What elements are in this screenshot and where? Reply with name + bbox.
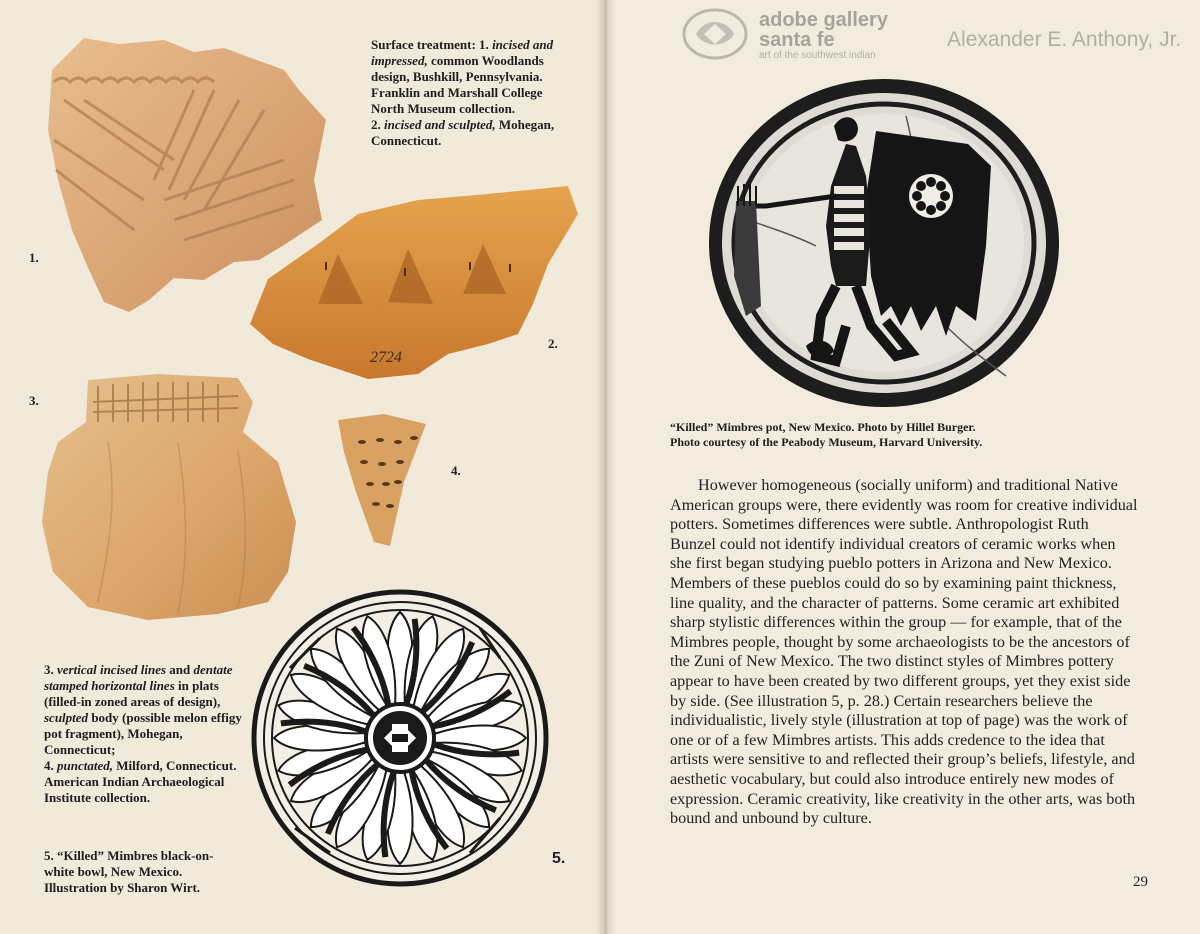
caption-sherds-3-4: 3. vertical incised lines and dentate stamped horizontal lines in plats (filled-in zoned areas of design), sculpted body (possible melon effigy pot fragment), Mohegan, Connecticut; 4. punctated, Milford, Connecticut. American Indian Archaeological Institute collection. bbox=[44, 662, 242, 805]
photo-caption: “Killed” Mimbres pot, New Mexico. Photo by Hillel Burger. Photo courtesy of the Peabody Museum, Harvard University. bbox=[670, 420, 983, 449]
mimbres-pot-photo bbox=[706, 76, 1062, 410]
caption-surface-treatment: Surface treatment: 1. incised and impressed, common Woodlands design, Bushkill, Pennsylvania. Franklin and Marshall College North Museum collection. 2. incised and sculpted, Mohegan, Connecticut. bbox=[371, 37, 555, 148]
book-gutter bbox=[596, 0, 616, 934]
label-2: 2. bbox=[548, 336, 558, 351]
sherd-2-image bbox=[248, 184, 580, 386]
body-paragraph: However homogeneous (socially uniform) and traditional Native American groups were, there evidently was room for creative individual potters. Sometimes differences were subtle. Anthropologist Ruth Bunzel could not identify individual creators of ceramic works when she first began studying pueblo potters in Arizona and New Mexico. Members of these pueblos could do so by examining paint thickness, line quality, and the character of patterns. Some ceramic art exhibited sharp stylistic differences within the group — for example, that of the Mimbres people, thought by some archaeologists to be the ancestors of the Zuni of New Mexico. The two distinct styles of Mimbres pottery appear to have been created by two different groups, yet they exist side by side. (See illustration 5, p. 28.) Certain researchers believe the individualistic, lively style (illustration at top of page) was the work of one or of a few Mimbres artists. This adds credence to the idea that artists were sensitive to and reflected their group’s beliefs, lifestyle, and aesthetic vocabulary, but could also introduce entirely new modes of expression. Ceramic creativity, like creativity in the other arts, was both bound and unbound by culture. bbox=[670, 476, 1138, 828]
sherd-2-catalog-number: 2724 bbox=[370, 349, 402, 366]
sherd-3-image bbox=[38, 372, 300, 622]
label-4: 4. bbox=[451, 463, 461, 478]
watermark-name: Alexander E. Anthony, Jr. bbox=[947, 28, 1182, 51]
mimbres-bowl-illustration bbox=[250, 588, 550, 888]
watermark-subtitle: art of the southwest indian bbox=[759, 50, 876, 61]
label-1: 1. bbox=[29, 250, 39, 265]
page-number: 29 bbox=[1133, 874, 1148, 890]
watermark-title: adobe gallery santa fe bbox=[759, 9, 888, 51]
sherd-4-image bbox=[334, 412, 430, 550]
label-5: 5. bbox=[552, 850, 566, 867]
label-3: 3. bbox=[29, 393, 39, 408]
adobe-gallery-logo-icon bbox=[682, 8, 748, 60]
caption-bowl-5: 5. “Killed” Mimbres black-on-white bowl, New Mexico. Illustration by Sharon Wirt. bbox=[44, 848, 214, 895]
